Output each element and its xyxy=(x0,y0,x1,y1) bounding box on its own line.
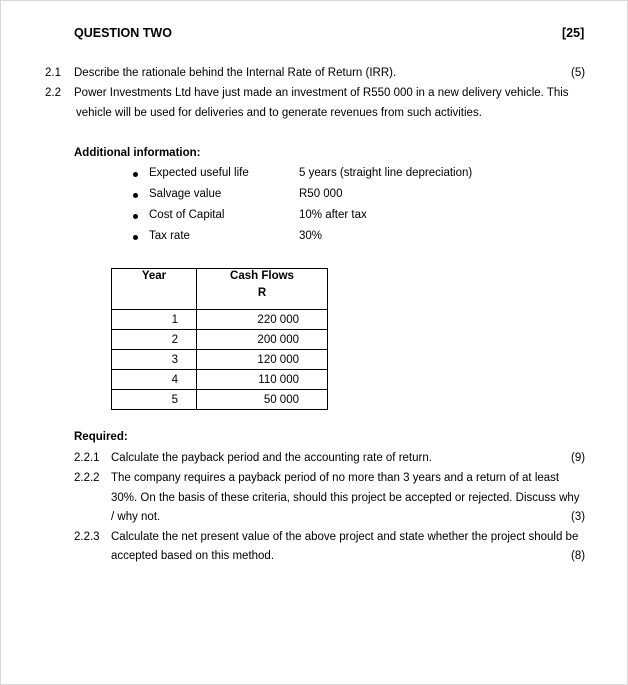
year-cell: 2 xyxy=(112,330,197,350)
year-cell: 3 xyxy=(112,350,197,370)
q22-number: 2.2 xyxy=(45,87,61,99)
q21-marks: (5) xyxy=(571,67,586,79)
table-row xyxy=(112,330,328,350)
q21-text: Describe the rationale behind the Internal Rate of Return (IRR). xyxy=(74,67,397,79)
q222-line2: 30%. On the basis of these criteria, should this project be accepted or rejected. Discuss why xyxy=(111,492,580,504)
q223-line1: Calculate the net present value of the above project and state whether the project should be xyxy=(111,531,579,543)
q222-line3: / why not. xyxy=(111,511,161,523)
required-heading: Required: xyxy=(74,431,128,443)
info-label: Cost of Capital xyxy=(149,209,225,221)
table-row xyxy=(112,370,328,390)
q223-number: 2.2.3 xyxy=(74,531,100,543)
bullet-icon xyxy=(133,214,138,219)
cash-flow-cell: 200 000 xyxy=(197,330,328,350)
cash-flow-cell: 120 000 xyxy=(197,350,328,370)
cash-flows-header-label: Cash Flows xyxy=(230,270,294,282)
info-value: 30% xyxy=(299,230,323,242)
q21-number: 2.1 xyxy=(45,67,61,79)
q22-line2: vehicle will be used for deliveries and to generate revenues from such activities. xyxy=(76,107,482,119)
table-header-row xyxy=(112,269,328,310)
q222-number: 2.2.2 xyxy=(74,472,100,484)
info-label: Expected useful life xyxy=(149,167,249,179)
cash-flow-cell: 50 000 xyxy=(197,390,328,410)
q222-line1: The company requires a payback period of no more than 3 years and a return of at least xyxy=(111,472,560,484)
table-row xyxy=(112,350,328,370)
table-row xyxy=(112,390,328,410)
info-value: 10% after tax xyxy=(299,209,367,221)
q223-line2: accepted based on this method. xyxy=(111,550,275,562)
cash-flows-unit-label: R xyxy=(257,287,267,299)
year-header-label: Year xyxy=(141,270,167,282)
cash-flows-header xyxy=(197,269,328,310)
bullet-icon xyxy=(133,172,138,177)
info-value: 5 years (straight line depreciation) xyxy=(299,167,473,179)
q221-number: 2.2.1 xyxy=(74,452,100,464)
cash-flow-cell: 110 000 xyxy=(197,370,328,390)
q222-marks: (3) xyxy=(571,511,586,523)
year-header xyxy=(112,269,197,310)
year-cell: 4 xyxy=(112,370,197,390)
year-cell: 1 xyxy=(112,310,197,330)
q22-line1: Power Investments Ltd have just made an investment of R550 000 in a new delivery vehicle. This xyxy=(74,87,569,99)
question-title: QUESTION TWO xyxy=(74,26,172,40)
year-cell: 5 xyxy=(112,390,197,410)
additional-info-heading: Additional information: xyxy=(74,147,201,159)
q223-marks: (8) xyxy=(571,550,586,562)
cash-flow-table xyxy=(111,268,328,410)
info-label: Tax rate xyxy=(149,230,190,242)
info-label: Salvage value xyxy=(149,188,222,200)
question-total-marks: [25] xyxy=(562,26,585,40)
q221-text: Calculate the payback period and the accounting rate of return. xyxy=(111,452,432,464)
bullet-icon xyxy=(133,193,138,198)
bullet-icon xyxy=(133,235,138,240)
q221-marks: (9) xyxy=(571,452,586,464)
info-value: R50 000 xyxy=(299,188,343,200)
cash-flow-cell: 220 000 xyxy=(197,310,328,330)
table-row xyxy=(112,310,328,330)
